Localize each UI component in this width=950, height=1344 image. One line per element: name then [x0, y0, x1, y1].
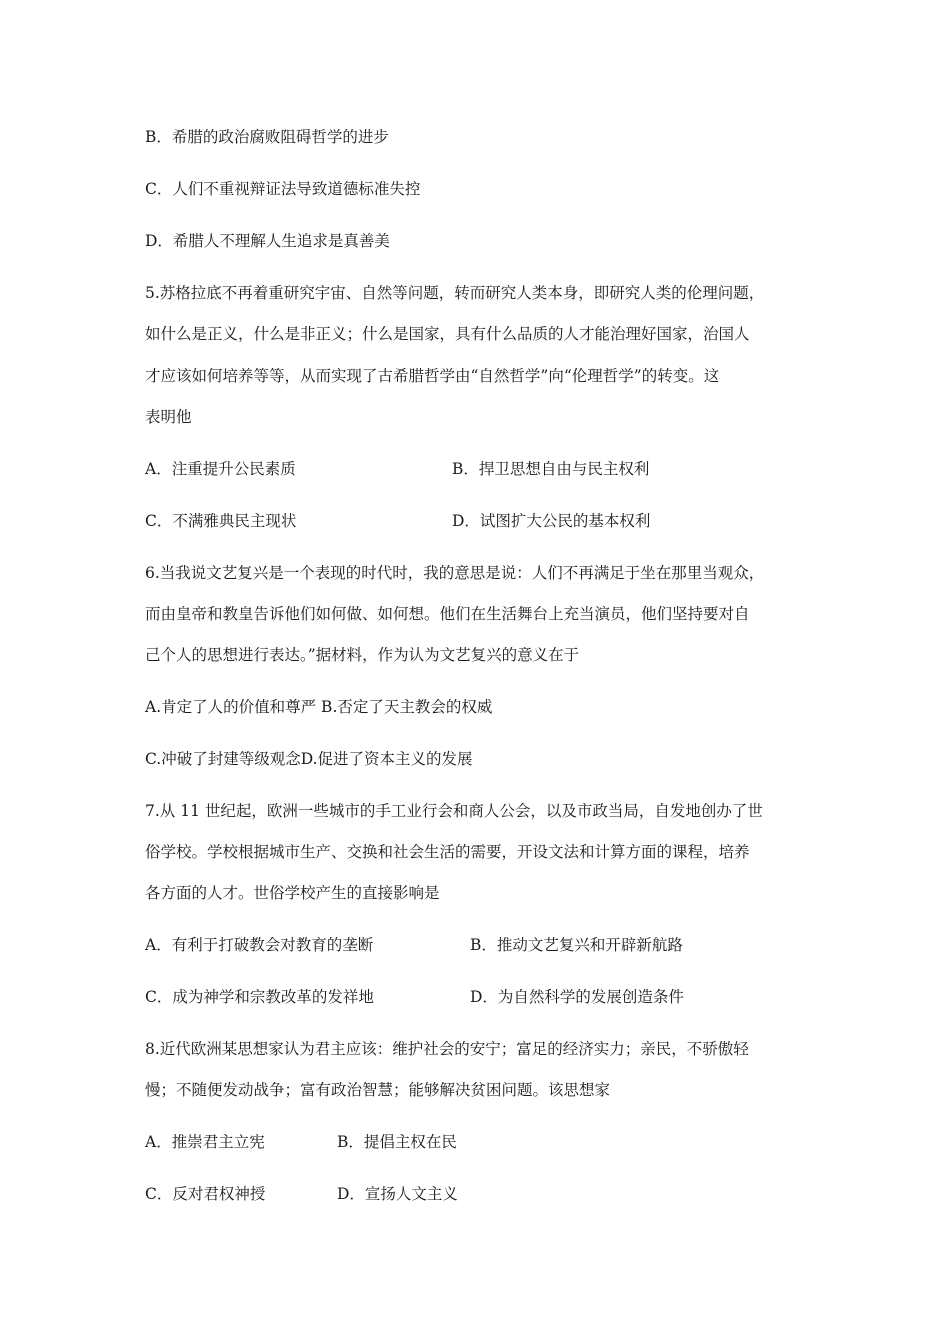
q6-stem-line-1: 6.当我说文艺复兴是一个表现的时代时，我的意思是说：人们不再满足于坐在那里当观众，: [145, 564, 765, 582]
q5-option-c: C．不满雅典民主现状: [145, 512, 297, 530]
q8-stem-line-1: 8.近代欧洲某思想家认为君主应该：维护社会的安宁；富足的经济实力；亲民，不骄傲轻: [145, 1040, 749, 1058]
q5-stem-line-3: 才应该如何培养等等，从而实现了古希腊哲学由“自然哲学”向“伦理哲学”的转变。这: [145, 367, 720, 385]
q5-stem-line-4: 表明他: [145, 408, 192, 426]
q6-options-line-2: C.冲破了封建等级观念D.促进了资本主义的发展: [145, 750, 473, 768]
q5-stem-line-2: 如什么是正义，什么是非正义；什么是国家，具有什么品质的人才能治理好国家，治国人: [145, 325, 750, 343]
q5-option-b: B．捍卫思想自由与民主权利: [452, 460, 650, 478]
q5-option-d: D．试图扩大公民的基本权利: [452, 512, 651, 530]
q8-option-c: C．反对君权神授: [145, 1185, 266, 1203]
q7-option-a: A．有利于打破教会对教育的垄断: [145, 936, 374, 954]
q7-option-b: B．推动文艺复兴和开辟新航路: [470, 936, 683, 954]
q6-options-line-1: A.肯定了人的价值和尊严 B.否定了天主教会的权威: [145, 698, 493, 716]
q6-stem-line-2: 而由皇帝和教皇告诉他们如何做、如何想。他们在生活舞台上充当演员，他们坚持要对自: [145, 605, 750, 623]
q5-stem-line-1: 5.苏格拉底不再着重研究宇宙、自然等问题，转而研究人类本身，即研究人类的伦理问题，: [145, 284, 765, 302]
q7-option-c: C．成为神学和宗教改革的发祥地: [145, 988, 374, 1006]
option-c-prev: C．人们不重视辩证法导致道德标准失控: [145, 180, 421, 198]
q8-stem-line-2: 慢；不随便发动战争；富有政治智慧；能够解决贫困问题。该思想家: [145, 1081, 611, 1099]
option-b-prev: B．希腊的政治腐败阻碍哲学的进步: [145, 128, 389, 146]
q7-stem-line-2: 俗学校。学校根据城市生产、交换和社会生活的需要，开设文法和计算方面的课程，培养: [145, 843, 750, 861]
q6-stem-line-3: 己个人的思想进行表达。”据材料，作为认为文艺复兴的意义在于: [145, 646, 580, 664]
q7-option-d: D．为自然科学的发展创造条件: [470, 988, 684, 1006]
q8-option-b: B．提倡主权在民: [337, 1133, 457, 1151]
option-d-prev: D．希腊人不理解人生追求是真善美: [145, 232, 390, 250]
q7-stem-line-1: 7.从 11 世纪起，欧洲一些城市的手工业行会和商人公会，以及市政当局，自发地创办了世: [145, 802, 763, 820]
q5-option-a: A．注重提升公民素质: [145, 460, 296, 478]
q7-stem-line-3: 各方面的人才。世俗学校产生的直接影响是: [145, 884, 440, 902]
q8-option-d: D．宣扬人文主义: [337, 1185, 458, 1203]
q8-option-a: A．推崇君主立宪: [145, 1133, 265, 1151]
